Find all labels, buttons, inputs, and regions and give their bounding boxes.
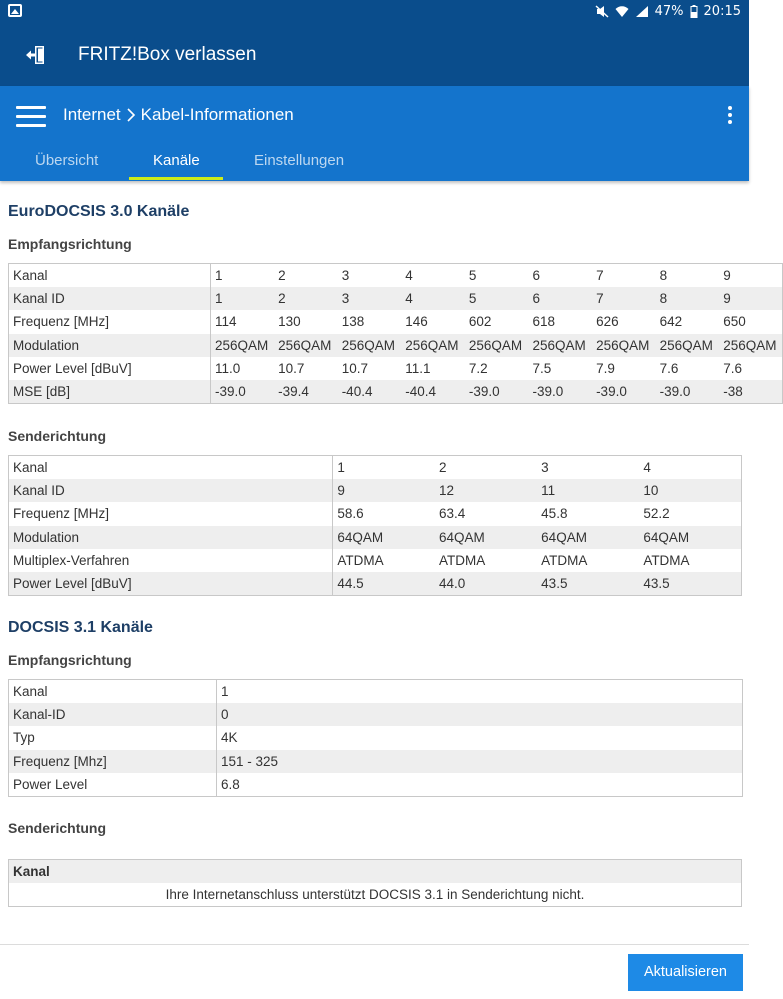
table-cell: 8: [656, 264, 720, 287]
row-label: Power Level [dBuV]: [9, 572, 333, 595]
table-row: [9, 479, 742, 502]
table-cell: 256QAM: [528, 334, 592, 357]
docsis30-heading: EuroDOCSIS 3.0 Kanäle: [8, 203, 190, 220]
table-header-cell: Kanal: [9, 860, 742, 883]
signal-icon: [635, 5, 649, 18]
exit-icon[interactable]: [24, 43, 48, 67]
row-label: Kanal: [9, 456, 333, 479]
table-cell: 9: [333, 479, 435, 502]
table-cell: -39.4: [274, 380, 338, 403]
row-label: Multiplex-Verfahren: [9, 549, 333, 572]
table-cell: 626: [592, 310, 656, 333]
table-cell: -39.0: [656, 380, 720, 403]
table-cell: 43.5: [537, 572, 639, 595]
table-row: [9, 287, 783, 310]
table-cell: 0: [217, 703, 743, 726]
table-cell: 3: [338, 264, 402, 287]
table-cell: 9: [719, 287, 783, 310]
table-cell: 1: [211, 287, 275, 310]
row-label: Frequenz [MHz]: [9, 502, 333, 525]
table-cell: 7.2: [465, 357, 529, 380]
table-cell: 4: [401, 287, 465, 310]
table-cell: 64QAM: [435, 526, 537, 549]
table-row: [9, 773, 743, 796]
tab-settings[interactable]: Einstellungen: [254, 152, 345, 169]
table-cell: -40.4: [338, 380, 402, 403]
table-cell: 44.0: [435, 572, 537, 595]
docsis30-up-heading: Senderichtung: [8, 428, 107, 444]
row-label: Power Level [dBuV]: [9, 357, 211, 380]
row-label: Kanal ID: [9, 287, 211, 310]
table-cell: 6: [528, 264, 592, 287]
footer-divider: [0, 944, 749, 945]
table-cell: 2: [435, 456, 537, 479]
table-row: [9, 310, 783, 333]
row-label: Kanal-ID: [9, 703, 217, 726]
docsis30-down-heading: Empfangsrichtung: [8, 236, 132, 252]
table-row: [9, 334, 783, 357]
table-cell: 10.7: [338, 357, 402, 380]
table-row: [9, 703, 743, 726]
table-row: [9, 526, 742, 549]
table-cell: 7: [592, 264, 656, 287]
table-cell: 5: [465, 287, 529, 310]
table-cell: 256QAM: [719, 334, 783, 357]
table-cell: 256QAM: [338, 334, 402, 357]
table-cell: 256QAM: [465, 334, 529, 357]
table-cell: 3: [537, 456, 639, 479]
docsis31-down-heading: Empfangsrichtung: [8, 652, 132, 668]
tab-channels[interactable]: Kanäle: [153, 152, 200, 169]
table-row: [9, 380, 783, 403]
table-cell: 10.7: [274, 357, 338, 380]
table-cell: 1: [211, 264, 275, 287]
refresh-button[interactable]: Aktualisieren: [628, 954, 743, 991]
table-cell: 256QAM: [211, 334, 275, 357]
row-label: Kanal ID: [9, 479, 333, 502]
docsis31-downstream-table: [8, 679, 743, 797]
table-cell: 642: [656, 310, 720, 333]
table-cell: 6.8: [217, 773, 743, 796]
table-cell: -39.0: [211, 380, 275, 403]
row-label: Modulation: [9, 526, 333, 549]
table-cell: 7.9: [592, 357, 656, 380]
row-label: Frequenz [Mhz]: [9, 750, 217, 773]
clock: 20:15: [703, 4, 741, 19]
table-cell: 3: [338, 287, 402, 310]
table-cell: 602: [465, 310, 529, 333]
docsis31-up-heading: Senderichtung: [8, 820, 107, 836]
more-options-icon[interactable]: [727, 106, 733, 126]
row-label: Kanal: [9, 680, 217, 703]
table-row: [9, 456, 742, 479]
table-cell: 11.1: [401, 357, 465, 380]
row-label: Kanal: [9, 264, 211, 287]
row-label: Typ: [9, 726, 217, 749]
row-label: MSE [dB]: [9, 380, 211, 403]
unsupported-message: Ihre Internetanschluss unterstützt DOCSIS 3.1 in Senderichtung nicht.: [9, 883, 742, 906]
table-cell: 7.6: [656, 357, 720, 380]
table-cell: 7.6: [719, 357, 783, 380]
table-cell: 10: [639, 479, 741, 502]
gallery-notification-icon: [8, 4, 22, 17]
table-cell: 63.4: [435, 502, 537, 525]
tab-bar: [0, 148, 749, 181]
table-row: [9, 860, 742, 883]
table-cell: 5: [465, 264, 529, 287]
table-cell: 52.2: [639, 502, 741, 525]
table-cell: 650: [719, 310, 783, 333]
table-cell: 45.8: [537, 502, 639, 525]
table-cell: 2: [274, 264, 338, 287]
app-bar: [0, 24, 749, 86]
table-row: [9, 572, 742, 595]
table-cell: 138: [338, 310, 402, 333]
table-row: [9, 264, 783, 287]
table-cell: ATDMA: [435, 549, 537, 572]
table-cell: 43.5: [639, 572, 741, 595]
table-cell: 58.6: [333, 502, 435, 525]
navigation-bar: [0, 86, 749, 181]
table-cell: 44.5: [333, 572, 435, 595]
active-tab-indicator: [129, 177, 223, 180]
table-cell: 151 - 325: [217, 750, 743, 773]
table-cell: 4: [401, 264, 465, 287]
battery-level: 47%: [654, 4, 684, 19]
row-label: Power Level: [9, 773, 217, 796]
table-cell: 8: [656, 287, 720, 310]
table-cell: 7: [592, 287, 656, 310]
table-cell: -39.0: [528, 380, 592, 403]
table-cell: 256QAM: [274, 334, 338, 357]
table-cell: -39.0: [465, 380, 529, 403]
table-cell: ATDMA: [639, 549, 741, 572]
table-cell: 9: [719, 264, 783, 287]
table-cell: 64QAM: [639, 526, 741, 549]
table-cell: 146: [401, 310, 465, 333]
table-cell: 6: [528, 287, 592, 310]
table-row: [9, 502, 742, 525]
docsis30-upstream-table: [8, 455, 742, 596]
status-bar: [0, 0, 749, 24]
table-row: [9, 883, 742, 906]
table-cell: 114: [211, 310, 275, 333]
tab-overview[interactable]: Übersicht: [35, 152, 99, 169]
table-cell: ATDMA: [537, 549, 639, 572]
table-cell: 1: [333, 456, 435, 479]
table-cell: 618: [528, 310, 592, 333]
table-row: [9, 726, 743, 749]
breadcrumb-current: Kabel-Informationen: [140, 105, 294, 124]
breadcrumb-internet[interactable]: Internet: [63, 105, 121, 124]
battery-icon: [690, 5, 698, 18]
docsis31-upstream-table: [8, 859, 742, 907]
row-label: Modulation: [9, 334, 211, 357]
table-cell: 256QAM: [592, 334, 656, 357]
table-cell: -39.0: [592, 380, 656, 403]
breadcrumb: [63, 105, 294, 125]
table-cell: ATDMA: [333, 549, 435, 572]
table-cell: 256QAM: [401, 334, 465, 357]
docsis30-downstream-table: [8, 263, 783, 404]
table-cell: 11: [537, 479, 639, 502]
row-label: Frequenz [MHz]: [9, 310, 211, 333]
table-cell: 64QAM: [537, 526, 639, 549]
table-cell: 11.0: [211, 357, 275, 380]
table-cell: 1: [217, 680, 743, 703]
table-row: [9, 357, 783, 380]
table-row: [9, 549, 742, 572]
table-cell: -38: [719, 380, 783, 403]
table-row: [9, 680, 743, 703]
table-cell: -40.4: [401, 380, 465, 403]
table-row: [9, 750, 743, 773]
table-cell: 64QAM: [333, 526, 435, 549]
table-cell: 256QAM: [656, 334, 720, 357]
table-cell: 2: [274, 287, 338, 310]
status-right: [595, 4, 741, 19]
wifi-icon: [615, 5, 629, 18]
table-cell: 12: [435, 479, 537, 502]
app-title[interactable]: FRITZ!Box verlassen: [78, 44, 257, 65]
hamburger-menu-icon[interactable]: [16, 106, 46, 128]
table-cell: 4K: [217, 726, 743, 749]
table-cell: 7.5: [528, 357, 592, 380]
docsis31-heading: DOCSIS 3.1 Kanäle: [8, 619, 153, 636]
mute-icon: [595, 5, 609, 18]
table-cell: 130: [274, 310, 338, 333]
table-cell: 4: [639, 456, 741, 479]
chevron-right-icon: [125, 107, 137, 123]
